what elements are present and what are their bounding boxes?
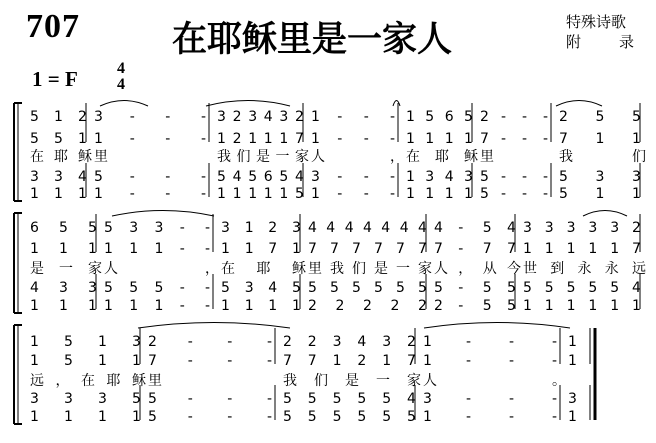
lyrics: 远 ， 在 耶 稣 xyxy=(30,373,146,389)
tenor-notes: 4 3 3 xyxy=(30,280,97,296)
bass-notes: 1 1 1 1 xyxy=(406,186,473,202)
lyrics: 在 耶 稣 xyxy=(30,149,92,165)
bass-notes: 1 1 1 1 xyxy=(221,298,301,314)
hymn-category: 特殊诗歌 xyxy=(566,13,627,31)
bass-notes: 2 2 2 2 2 xyxy=(308,298,427,314)
bass-notes: 1 1 1 xyxy=(30,186,87,202)
soprano-notes: 5 3 3 - - xyxy=(104,220,211,236)
bass-notes: 2 - 5 5 xyxy=(434,298,516,314)
tie-arc xyxy=(583,211,627,217)
alto-notes: 1 1 7 1 xyxy=(221,241,301,257)
soprano-notes: 2 5 5 xyxy=(559,109,641,125)
bass-notes: 1 1 1 xyxy=(30,298,97,314)
tenor-notes: 5 5 5 - - xyxy=(104,280,211,296)
tenor-notes: 5 3 3 xyxy=(559,169,641,185)
tenor-notes: 3 - - - xyxy=(423,391,558,407)
alto-notes: 1 1 1 - - xyxy=(104,241,211,257)
bass-notes: 1 - - - xyxy=(94,186,207,202)
bass-notes: 1 - - - xyxy=(311,186,396,202)
soprano-notes: 5 1 2 xyxy=(30,109,87,125)
tenor-notes: 3 xyxy=(568,391,577,407)
soprano-notes: 3 2 3 4 3 2 xyxy=(217,109,304,125)
soprano-notes: 1 - - - xyxy=(311,109,396,125)
tie-arc xyxy=(206,101,290,107)
tenor-notes: 3 3 4 xyxy=(30,169,87,185)
tie-arc xyxy=(112,211,214,217)
soprano-notes: 4 4 4 4 4 4 4 xyxy=(308,220,427,236)
hymn-sub-category-char: 录 xyxy=(618,33,634,51)
bass-notes: 1 1 1 - - xyxy=(104,298,211,314)
tenor-notes: 5 - - - xyxy=(94,169,207,185)
alto-notes: 7 - - - xyxy=(148,353,273,369)
bass-notes: 1 1 1 1 xyxy=(30,409,141,425)
tenor-notes: 5 5 5 5 5 5 xyxy=(308,280,427,296)
bass-notes: 5 1 1 xyxy=(559,186,641,202)
soprano-notes: 1 5 1 3 xyxy=(30,334,141,350)
tie-arc xyxy=(100,101,148,107)
alto-notes: 1 2 1 1 1 7 xyxy=(217,131,304,147)
alto-notes: 1 - - - xyxy=(311,131,396,147)
tenor-notes: 5 - - - xyxy=(148,391,273,407)
hymn-sub-category-char: 附 xyxy=(566,33,582,51)
lyrics: 是 一 家 xyxy=(30,261,102,277)
alto-notes: 1 1 1 1 xyxy=(406,131,473,147)
lyrics: 人 ， xyxy=(104,261,219,277)
alto-notes: 1 - - - xyxy=(423,353,558,369)
soprano-notes: 2 - - - xyxy=(480,109,549,125)
lyrics: 在 耶 稣 xyxy=(221,261,306,277)
soprano-notes: 1 - - - xyxy=(423,334,558,350)
soprano-notes: 6 5 5 xyxy=(30,220,97,236)
soprano-notes: 3 - - - xyxy=(94,109,207,125)
bass-notes: 1 1 1 1 1 5 xyxy=(217,186,304,202)
soprano-notes: 1 5 6 5 xyxy=(406,109,473,125)
soprano-notes: 1 xyxy=(568,334,577,350)
alto-notes: 1 xyxy=(568,353,577,369)
tie-arc xyxy=(424,323,570,329)
alto-notes: 7 - - - xyxy=(480,131,549,147)
alto-notes: 1 - - - xyxy=(94,131,207,147)
lyrics: 里 xyxy=(94,149,108,165)
bass-notes: 5 - - - xyxy=(148,409,273,425)
soprano-notes: 2 - - - xyxy=(148,334,273,350)
lyrics: 我 们 xyxy=(559,149,646,165)
tenor-notes: 1 3 4 3 xyxy=(406,169,473,185)
bass-notes: 5 - - - xyxy=(480,186,549,202)
bass-notes: 1 1 1 1 1 1 xyxy=(523,298,641,314)
tie-arc xyxy=(556,101,602,107)
lyrics: 人 。 xyxy=(423,373,566,389)
lyrics: 里 xyxy=(148,373,162,389)
tenor-notes: 5 - - - xyxy=(480,169,549,185)
lyrics: 在 耶 稣 xyxy=(406,149,478,165)
alto-notes: 7 7 7 7 7 7 xyxy=(308,241,427,257)
hymn-number: 707 xyxy=(26,8,80,45)
lyrics: 我 们 是 一 家 xyxy=(217,149,309,165)
soprano-notes: 3 1 2 3 xyxy=(221,220,301,236)
tie-arc xyxy=(138,323,290,329)
time-signature-bottom: 4 xyxy=(117,76,125,93)
bass-notes: 1 - - - xyxy=(423,409,558,425)
lyrics: 里 xyxy=(480,149,494,165)
alto-notes: 1 5 1 1 xyxy=(30,353,141,369)
alto-notes: 5 5 1 xyxy=(30,131,87,147)
hymn-title: 在耶稣里是一家人 xyxy=(172,20,453,60)
soprano-notes: 2 2 3 4 3 2 xyxy=(283,334,416,350)
alto-notes: 1 1 1 xyxy=(30,241,97,257)
alto-notes: 1 1 1 1 1 7 xyxy=(523,241,641,257)
lyrics: 里 我 们 是 一 家 xyxy=(308,261,432,277)
tenor-notes: 5 4 5 6 5 4 xyxy=(217,169,304,185)
bass-notes: 5 5 5 5 5 5 xyxy=(283,409,416,425)
tenor-notes: 5 - 5 5 xyxy=(434,280,516,296)
lyrics: 人 ， 从 今 xyxy=(434,261,521,277)
tenor-notes: 5 3 4 5 xyxy=(221,280,301,296)
tenor-notes: 5 5 5 5 5 4 xyxy=(283,391,416,407)
bass-notes: 1 xyxy=(568,409,577,425)
alto-notes: 7 - 7 7 xyxy=(434,241,516,257)
tenor-notes: 3 - - - xyxy=(311,169,396,185)
lyrics: 世 到 永 永 远 xyxy=(523,261,646,277)
tie-arc xyxy=(393,101,400,107)
lyrics: 人 ， xyxy=(311,149,404,165)
time-signature-top: 4 xyxy=(117,60,125,77)
alto-notes: 7 1 1 xyxy=(559,131,641,147)
tenor-notes: 3 3 3 5 xyxy=(30,391,141,407)
tenor-notes: 5 5 5 5 5 4 xyxy=(523,280,641,296)
key-signature: 1 = F xyxy=(32,67,78,91)
soprano-notes: 3 3 3 3 3 2 xyxy=(523,220,641,236)
alto-notes: 7 7 1 2 1 7 xyxy=(283,353,416,369)
soprano-notes: 4 - 5 4 xyxy=(434,220,516,236)
lyrics: 我 们 是 一 家 xyxy=(283,373,421,389)
